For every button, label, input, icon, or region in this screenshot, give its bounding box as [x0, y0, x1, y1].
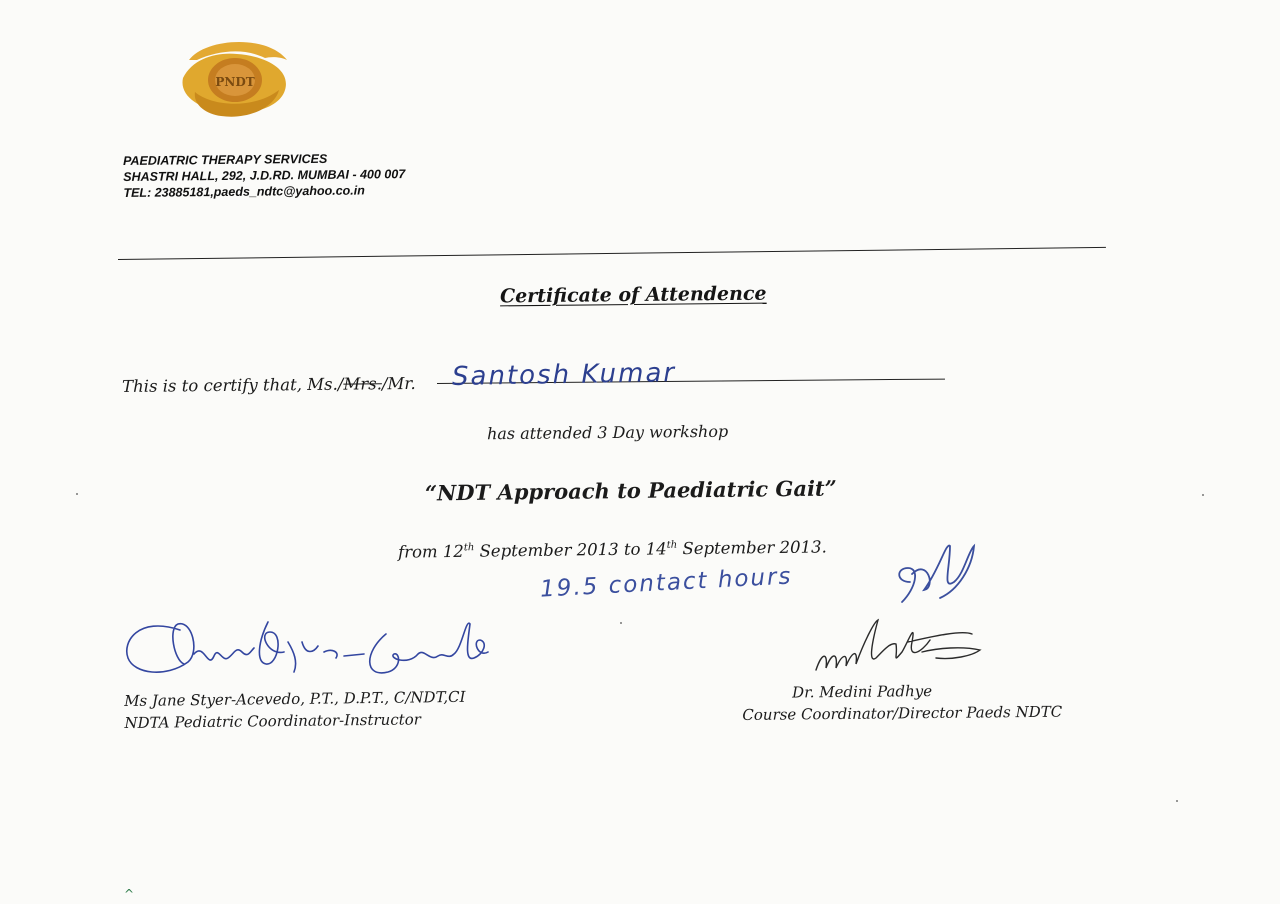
left-signatory-role: NDTA Pediatric Coordinator-Instructor	[124, 710, 422, 732]
scan-speck	[620, 622, 622, 624]
salutation-mrs: Mrs.	[343, 374, 382, 394]
start-rest: September 2013 to	[479, 539, 641, 561]
right-signature	[812, 612, 988, 684]
recipient-name: Santosh Kumar	[451, 358, 677, 392]
left-signatory-block	[124, 686, 466, 734]
salutation-mr: /Mr.	[381, 373, 416, 394]
organization-header	[123, 150, 406, 201]
salutation-ms: Ms.	[307, 374, 338, 395]
edge-caret-icon: ^	[124, 887, 135, 901]
scan-speck	[76, 493, 78, 495]
attended-text: has attended 3 Day workshop	[486, 421, 729, 444]
dates-from-label: from	[397, 542, 438, 562]
right-signatory-name: Dr. Medini Padhye	[792, 682, 933, 702]
scan-speck	[1176, 800, 1178, 802]
contact-hours-note: 19.5 contact hours	[539, 563, 794, 603]
right-signatory-role: Course Coordinator/Director Paeds NDTC	[742, 702, 1063, 724]
organization-address: SHASTRI HALL, 292, J.D.RD. MUMBAI - 400 007	[123, 167, 406, 184]
end-day-suffix: th	[666, 539, 678, 551]
header-divider	[118, 247, 1106, 260]
organization-contact: TEL: 23885181,paeds_ndtc@yahoo.co.in	[123, 183, 365, 200]
right-signatory-block	[742, 679, 1062, 726]
organization-logo-icon	[175, 30, 293, 122]
certificate-title: Certificate of Attendence	[499, 282, 767, 308]
hours-initials-signature	[888, 538, 980, 610]
end-day: 14	[645, 539, 667, 559]
certify-prefix: This is to certify that,	[122, 375, 303, 396]
left-signature	[118, 612, 498, 692]
salutation-separator: /	[337, 374, 344, 394]
workshop-dates	[398, 537, 827, 561]
left-signatory-name: Ms Jane Styer-Acevedo, P.T., D.P.T., C/NDT,CI	[124, 687, 466, 710]
scan-speck	[1202, 494, 1204, 496]
start-day: 12	[442, 541, 464, 562]
end-rest: September 2013.	[682, 537, 827, 559]
course-title: “NDT Approach to Paediatric Gait”	[424, 475, 837, 506]
start-day-suffix: th	[463, 542, 475, 554]
organization-name: PAEDIATRIC THERAPY SERVICES	[123, 151, 328, 168]
certify-line	[122, 374, 416, 396]
logo-lettering: PNDT	[215, 75, 255, 89]
